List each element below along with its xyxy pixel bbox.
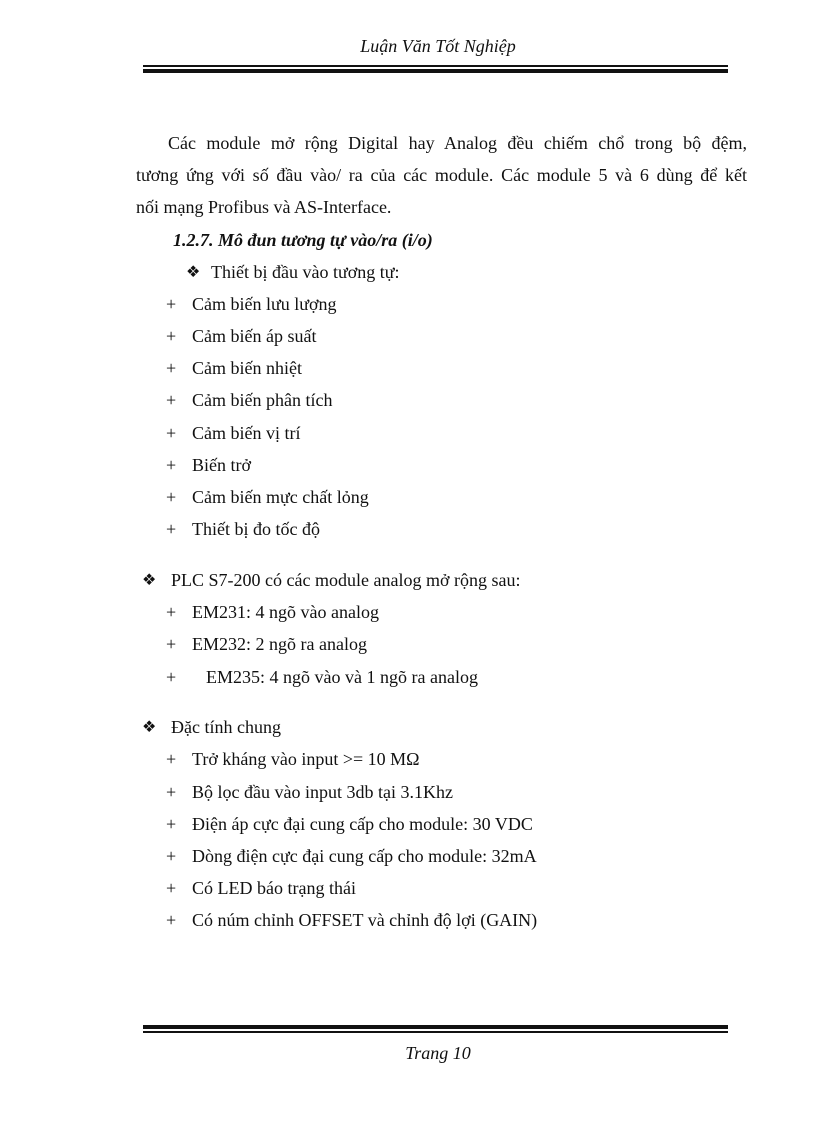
plus-bullet-icon: + [166, 910, 177, 930]
plus-bullet-icon: + [166, 294, 177, 314]
plus-bullet-icon: + [166, 602, 177, 622]
intro-line-3: nối mạng Profibus và AS-Interface. [136, 197, 392, 217]
plus-bullet-icon: + [166, 423, 177, 443]
plus-bullet-icon: + [166, 634, 177, 654]
list-item: Cảm biến nhiệt [192, 358, 302, 378]
list-item: Điện áp cực đại cung cấp cho module: 30 VDC [192, 814, 533, 834]
list-item: Biến trở [192, 455, 252, 475]
list-item: Có LED báo trạng thái [192, 878, 356, 898]
plus-bullet-icon: + [166, 326, 177, 346]
plus-bullet-icon: + [166, 390, 177, 410]
list-item: Thiết bị đo tốc độ [192, 519, 320, 539]
list-item: Cảm biến mực chất lỏng [192, 487, 369, 507]
list-item: EM232: 2 ngõ ra analog [192, 634, 367, 654]
section-heading: 1.2.7. Mô đun tương tự vào/ra (i/o) [173, 230, 433, 250]
list-item: Cảm biến vị trí [192, 423, 301, 443]
plus-bullet-icon: + [166, 667, 177, 687]
intro-line-2: tương ứng với số đầu vào/ ra của các module. Các module 5 và 6 dùng để kết [136, 165, 747, 185]
plus-bullet-icon: + [166, 878, 177, 898]
list-item: EM231: 4 ngõ vào analog [192, 602, 379, 622]
page-header-title: Luận Văn Tốt Nghiệp [360, 36, 516, 56]
intro-line-1: Các module mở rộng Digital hay Analog đều chiếm chổ trong bộ đệm, [168, 133, 747, 153]
diamond-bullet-icon: ❖ [186, 262, 201, 281]
plus-bullet-icon: + [166, 358, 177, 378]
page-number: Trang 10 [405, 1043, 471, 1063]
plus-bullet-icon: + [166, 749, 177, 769]
plus-bullet-icon: + [166, 455, 177, 475]
list-item: EM235: 4 ngõ vào và 1 ngõ ra analog [206, 667, 478, 687]
plus-bullet-icon: + [166, 782, 177, 802]
list-item: Cảm biến áp suất [192, 326, 317, 346]
list-item: Trở kháng vào input >= 10 MΩ [192, 749, 420, 769]
plus-bullet-icon: + [166, 519, 177, 539]
list-item: Cảm biến lưu lượng [192, 294, 337, 314]
diamond-bullet-icon: ❖ [142, 570, 157, 589]
list-item: Bộ lọc đầu vào input 3db tại 3.1Khz [192, 782, 453, 802]
list-item: Dòng điện cực đại cung cấp cho module: 32mA [192, 846, 537, 866]
footer-rule [143, 1025, 728, 1033]
list-item: Có núm chỉnh OFFSET và chỉnh độ lợi (GAIN) [192, 910, 538, 930]
list-item: Cảm biến phân tích [192, 390, 333, 410]
plc-modules-title: PLC S7-200 có các module analog mở rộng sau: [171, 570, 521, 590]
plus-bullet-icon: + [166, 846, 177, 866]
plus-bullet-icon: + [166, 814, 177, 834]
characteristics-title: Đặc tính chung [171, 717, 281, 737]
analog-inputs-title: Thiết bị đầu vào tương tự: [211, 262, 400, 282]
plus-bullet-icon: + [166, 487, 177, 507]
diamond-bullet-icon: ❖ [142, 717, 157, 736]
header-rule [143, 65, 728, 73]
